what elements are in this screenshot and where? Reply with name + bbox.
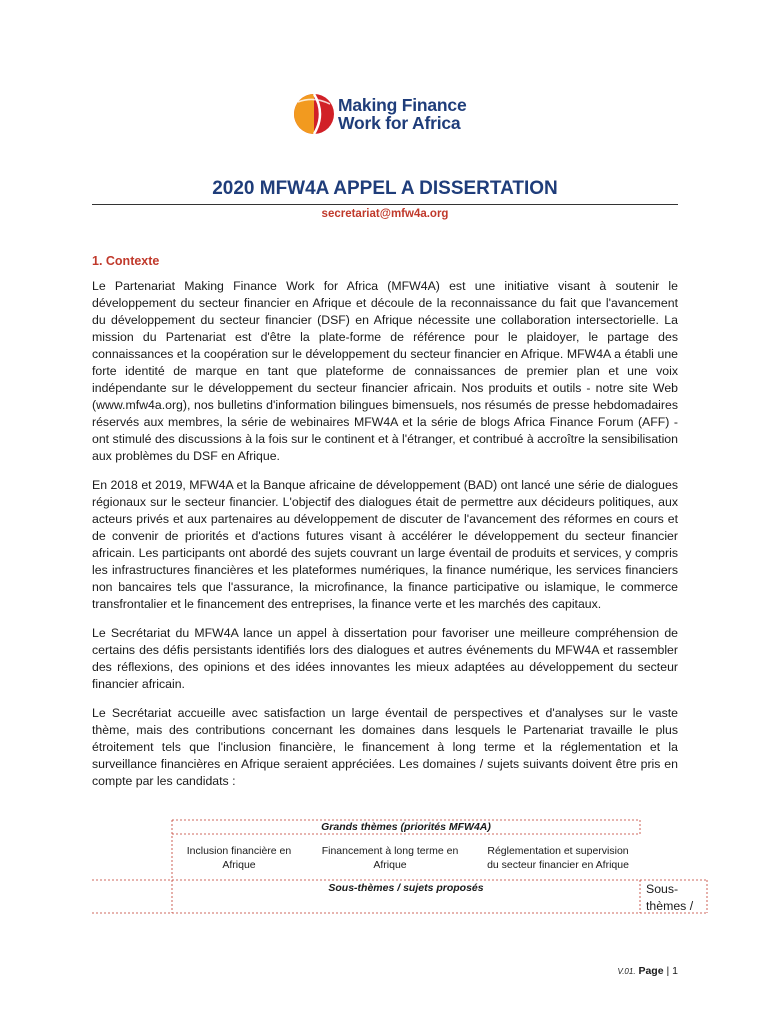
version-label: V.01. — [617, 967, 636, 976]
footer-separator: | — [666, 965, 670, 977]
body-text — [92, 278, 678, 802]
theme-label-1: Inclusion financière en Afrique — [186, 845, 292, 871]
theme-label-2: Financement à long terme en Afrique — [321, 845, 459, 871]
paragraph-3: Le Secrétariat du MFW4A lance un appel à dissertation pour favoriser une meilleure compréhension de certains des défis persistants identifiés lors des dialogues et autres événements du MFW4A et rassembler des réflexions, des opinions et des idées innovantes les mieux adaptées au développement du secteur financier africain. — [92, 626, 678, 691]
table-subheader-label: Sous-thèmes / sujets proposés — [328, 882, 484, 894]
logo-line-2: Work for Africa — [338, 113, 461, 133]
table-header-label: Grands thèmes (priorités MFW4A) — [321, 821, 491, 833]
paragraph-4: Le Secrétariat accueille avec satisfaction un large éventail de perspectives et d'analyses sur le vaste thème, mais des contributions concernant les domaines dans lesquels le Partenariat travaille le plus étroitement tels que l'inclusion financière, le financement à long terme et la réglementation et la surveillance financières en Afrique seraient appréciées. Les domaines / sujets suivants doivent être pris en compte par les candidats : — [92, 706, 678, 788]
title-divider — [92, 204, 678, 205]
document-title: 2020 MFW4A APPEL A DISSERTATION — [212, 178, 558, 199]
theme-cell-3 — [484, 836, 632, 880]
mfw4a-logo — [292, 92, 482, 138]
logo-globe-icon — [292, 92, 336, 136]
table-side-cell — [646, 881, 704, 913]
theme-cell-2 — [306, 836, 474, 880]
table-header — [172, 820, 640, 834]
theme-label-3: Réglementation et supervision du secteur financier en Afrique — [487, 845, 629, 871]
theme-cell-1 — [180, 836, 298, 880]
paragraph-1: Le Partenariat Making Finance Work for Africa (MFW4A) est une initiative visant à soutenir le développement du secteur financier en Afrique et découle de la reconnaissance du fait que l'avancement du développement du secteur financier (DSF) en Afrique nécessite une collaboration intersectorielle. La mission du Partenariat est d'être la plate-forme de référence pour le plaidoyer, le partage des connaissances et la coopération sur le développement du secteur financier en Afrique. MFW4A a établi une forte identité de marque en tant que plateforme de connaissances de premier plan et une voix indépendante sur le développement du secteur financier africain. Nos produits et outils - notre site Web (www.mfw4a.org), nos bulletins d'information bilingues bimensuels, nos résumés de presse hebdomadaires réservés aux membres, la série de webinaires MFW4A et la série de blogs Africa Finance Forum (AFF) - ont stimulé des discussions à la fois sur le continent et à l'étranger, et contribué à accroître la sensibilisation aux problèmes du DSF en Afrique. — [92, 279, 678, 463]
page-number: 1 — [672, 965, 678, 977]
table-side-label: Sous-thèmes / — [646, 882, 694, 913]
table-subheader — [172, 881, 640, 895]
page-label: Page — [638, 965, 664, 977]
contact-email[interactable]: secretariat@mfw4a.org — [321, 208, 449, 220]
page-footer — [560, 965, 678, 977]
paragraph-2: En 2018 et 2019, MFW4A et la Banque africaine de développement (BAD) ont lancé une série de dialogues régionaux sur le secteur financier. L'objectif des dialogues était de permettre aux décideurs politiques, aux acteurs privés et aux partenaires au développement de discuter de l'avancement des réformes en cours et de convenir de priorités et d'actions futures visant à accélérer le développement du secteur financier africain. Les participants ont abordé des sujets couvrant un large éventail de produits et services, y compris les infrastructures financières et les plateformes numériques, la finance numérique, les services financiers non bancaires tels que l'assurance, la microfinance, la finance participative ou islamique, le commerce transfrontalier et le financement des entreprises, la finance verte et les marchés des capitaux. — [92, 478, 678, 611]
logo-line-1: Making Finance — [338, 95, 467, 115]
section-heading: 1. Contexte — [92, 254, 160, 268]
